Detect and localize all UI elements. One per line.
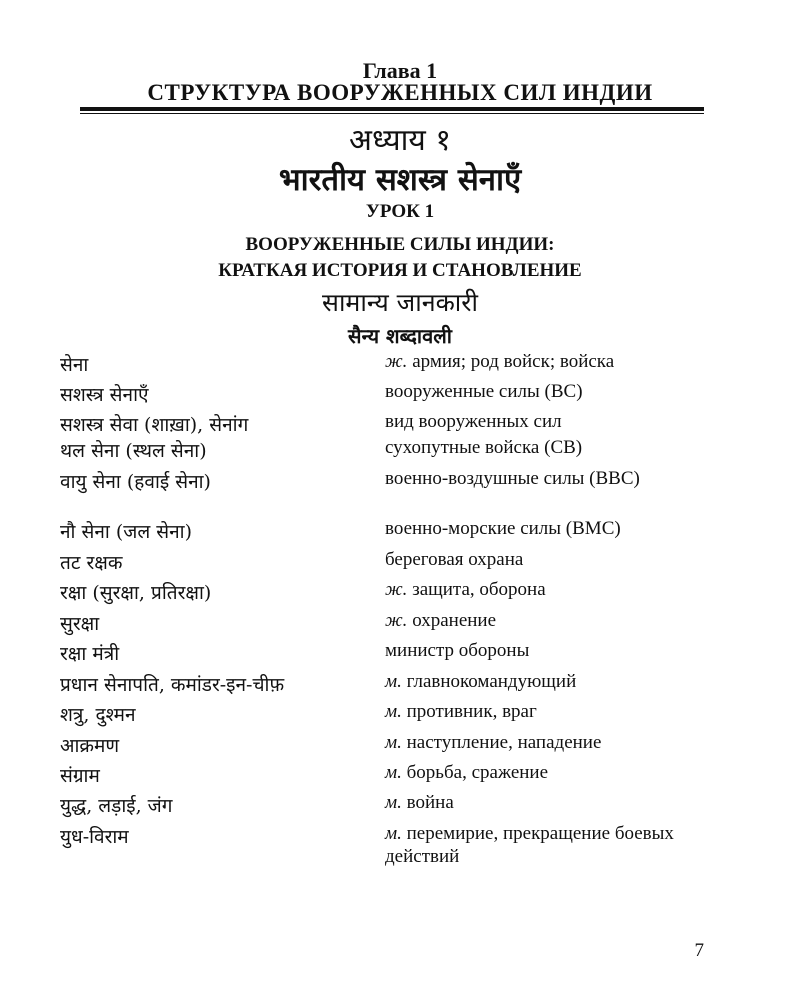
glossary-term: प्रधान सेनापति, कमांडर-इन-चीफ़ <box>60 674 285 696</box>
hindi-chapter-number: अध्याय १ <box>349 123 451 158</box>
definition-text: военно-воздушные силы (ВВС) <box>385 468 640 489</box>
glossary-definition <box>385 380 765 403</box>
lesson-number: УРОК 1 <box>365 201 435 222</box>
glossary-definition <box>385 822 685 868</box>
gender-marker: м. <box>385 823 402 844</box>
title-rule-thick <box>80 107 704 111</box>
definition-text: сухопутные войска (СВ) <box>385 437 583 458</box>
definition-text: борьба, сражение <box>401 762 549 783</box>
definition-text: война <box>401 792 454 813</box>
gender-marker: м. <box>385 701 402 722</box>
definition-text: военно-морские силы (ВМС) <box>385 518 621 539</box>
glossary-definition <box>385 467 655 490</box>
glossary-definition <box>385 548 765 571</box>
glossary-definition <box>385 731 765 754</box>
gender-marker: м. <box>385 732 402 753</box>
chapter-number: Глава 1 <box>362 58 438 83</box>
glossary-definition <box>385 436 765 459</box>
glossary-definition <box>385 410 765 433</box>
glossary-term: सेना <box>60 354 89 376</box>
gender-marker: м. <box>385 762 402 783</box>
gender-marker: м. <box>385 671 402 692</box>
definition-text: перемирие, прекращение боевых действий <box>385 823 674 867</box>
chapter-title: СТРУКТУРА ВООРУЖЕННЫХ СИЛ ИНДИИ <box>147 80 653 105</box>
glossary-definition <box>385 670 765 693</box>
glossary-definition <box>385 350 765 373</box>
glossary-term: सुरक्षा <box>60 613 100 635</box>
glossary-term: थल सेना (स्थल सेना) <box>60 440 207 462</box>
glossary-term: सशस्त्र सेनाएँ <box>60 384 149 406</box>
definition-text: охранение <box>407 610 497 631</box>
glossary-definition <box>385 609 765 632</box>
definition-text: защита, оборона <box>407 579 546 600</box>
lesson-title <box>0 232 800 284</box>
glossary-definition <box>385 761 765 784</box>
glossary-term: आक्रमण <box>60 735 120 757</box>
glossary-term: युध-विराम <box>60 826 129 848</box>
glossary-term: रक्षा मंत्री <box>60 643 120 665</box>
glossary-definition <box>385 578 765 601</box>
glossary-definition <box>385 517 765 540</box>
glossary-term: रक्षा (सुरक्षा, प्रतिरक्षा) <box>60 582 212 604</box>
glossary-term: तट रक्षक <box>60 552 123 574</box>
glossary-term: शत्रु, दुश्मन <box>60 704 136 726</box>
definition-text: береговая охрана <box>385 549 524 570</box>
glossary-definition <box>385 639 765 662</box>
definition-text: армия; род войск; войска <box>407 351 615 372</box>
definition-text: министр обороны <box>385 640 530 661</box>
definition-text: вооруженные силы (ВС) <box>385 381 583 402</box>
gender-marker: ж. <box>385 610 408 631</box>
hindi-chapter-title: भारतीय सशस्त्र सेनाएँ <box>278 162 522 198</box>
gender-marker: ж. <box>385 579 408 600</box>
glossary-term: संग्राम <box>60 765 100 787</box>
page-number: 7 <box>694 940 704 961</box>
glossary-term: सशस्त्र सेवा (शाख़ा), सेनांग <box>60 414 249 436</box>
glossary-term: नौ सेना (जल सेना) <box>60 521 193 543</box>
definition-text: главнокомандующий <box>401 671 577 692</box>
gender-marker: м. <box>385 792 402 813</box>
title-rule-thin <box>80 113 704 114</box>
lesson-title-line-2: КРАТКАЯ ИСТОРИЯ И СТАНОВЛЕНИЕ <box>218 260 582 281</box>
section-heading-vocabulary: सैन्य शब्दावली <box>348 324 452 348</box>
definition-text: противник, враг <box>401 701 537 722</box>
definition-text: наступление, нападение <box>401 732 602 753</box>
glossary-term: वायु सेना (हवाई सेना) <box>60 471 211 493</box>
glossary-definition <box>385 700 765 723</box>
definition-text: вид вооруженных сил <box>385 411 562 432</box>
glossary-term: युद्ध, लड़ाई, जंग <box>60 795 173 817</box>
glossary-definition <box>385 791 765 814</box>
section-heading-general: सामान्य जानकारी <box>322 288 478 317</box>
lesson-title-line-1: ВООРУЖЕННЫЕ СИЛЫ ИНДИИ: <box>245 234 555 255</box>
gender-marker: ж. <box>385 351 408 372</box>
